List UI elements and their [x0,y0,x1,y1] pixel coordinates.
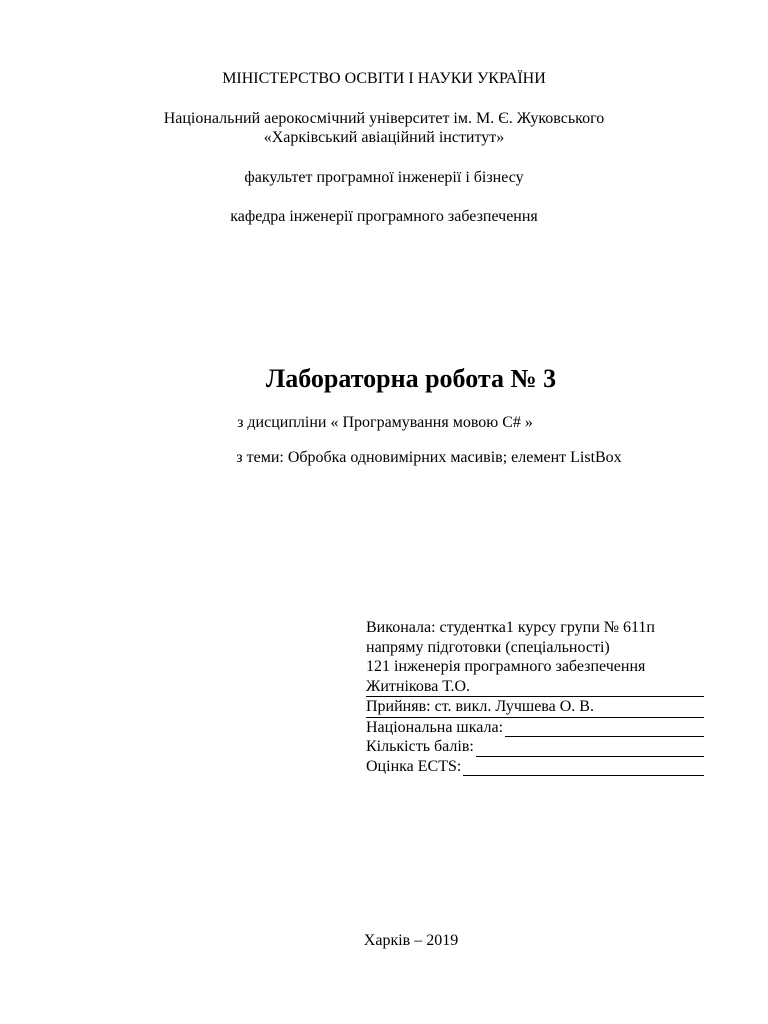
points-blank [476,741,704,757]
direction-line: напряму підготовки (спеціальності) [366,638,610,656]
points-line: Кількість балів: [366,737,704,757]
ects-blank [463,760,704,776]
performer-line: Виконала: студентка1 курсу групи № 611п [366,619,655,636]
national-scale-line: Національна шкала: [366,718,704,738]
institute-name: «Харківський авіаційний інститут» [263,129,505,146]
ministry-heading: МІНІСТЕРСТВО ОСВІТИ І НАУКИ УКРАЇНИ [222,70,546,87]
national-scale-blank [505,721,704,737]
ects-line: Оцінка ECTS: [366,757,704,777]
topic-line: з теми: Обробка одновимірних масивів; елемент ListBox [236,449,622,466]
submission-info [366,618,704,776]
student-name-line: Житнікова Т.О. [366,677,704,698]
department-name: кафедра інженерії програмного забезпечення [230,208,538,225]
city-year: Харків – 2019 [363,932,459,949]
accepted-by-line: Прийняв : ст. викл. Лучшева О. В. [366,697,704,718]
discipline-line: з дисципліни « Програмування мовою C# » [237,414,533,431]
faculty-name: факультет програмної інженерії і бізнесу [244,169,524,186]
university-name: Національний аерокосмічний університет ім. М. Є. Жуковського [163,110,605,127]
specialty-line: 121 інженерія програмного забезпечення [366,658,646,675]
lab-title: Лабораторна робота № 3 [265,364,557,393]
